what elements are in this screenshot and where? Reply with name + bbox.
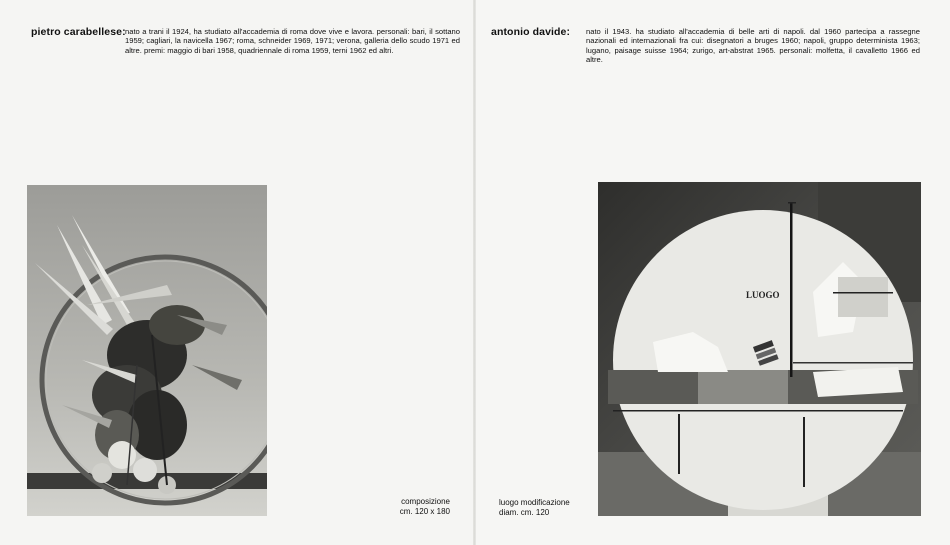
right-page [476,0,950,545]
artwork-photo-composizione [27,185,267,516]
artwork-photo-luogo [598,182,921,516]
artwork-title: composizione [401,497,450,506]
artist-bio: nato a trani il 1924, ha studiato all'accademia di roma dove vive e lavora. personali: bari, il sottano 1959; cagliari, la navicella 1967; roma, schneider 1969, 1971; verona, galleria dello scudo 1971 ed altre. premi: maggio di bari 1958, quadriennale di roma 1959, terni 1962 ed altri. [125,27,460,55]
artwork-caption [499,498,619,517]
artwork-size: cm. 120 x 180 [399,506,450,516]
artwork-inscription: LUOGO [746,290,780,300]
artist-bio: nato il 1943. ha studiato all'accademia di belle arti di napoli. dal 1960 partecipa a rassegne nazionali ed internazionali fra cui: disegnatori a bruges 1960; napoli, gruppo determinista 1963; lugano, paisage suisse 1964; zurigo, art-abstrat 1965. personali: molfetta, il cavalletto 1966 ed altre. [586,27,920,65]
artwork-caption [340,497,450,516]
artist-name: pietro carabellese: [31,26,126,38]
artist-name: antonio davide: [491,26,571,38]
artwork-title: luogo modificazione [499,498,570,507]
artwork-size: diam. cm. 120 [499,507,550,517]
left-page [0,0,474,545]
